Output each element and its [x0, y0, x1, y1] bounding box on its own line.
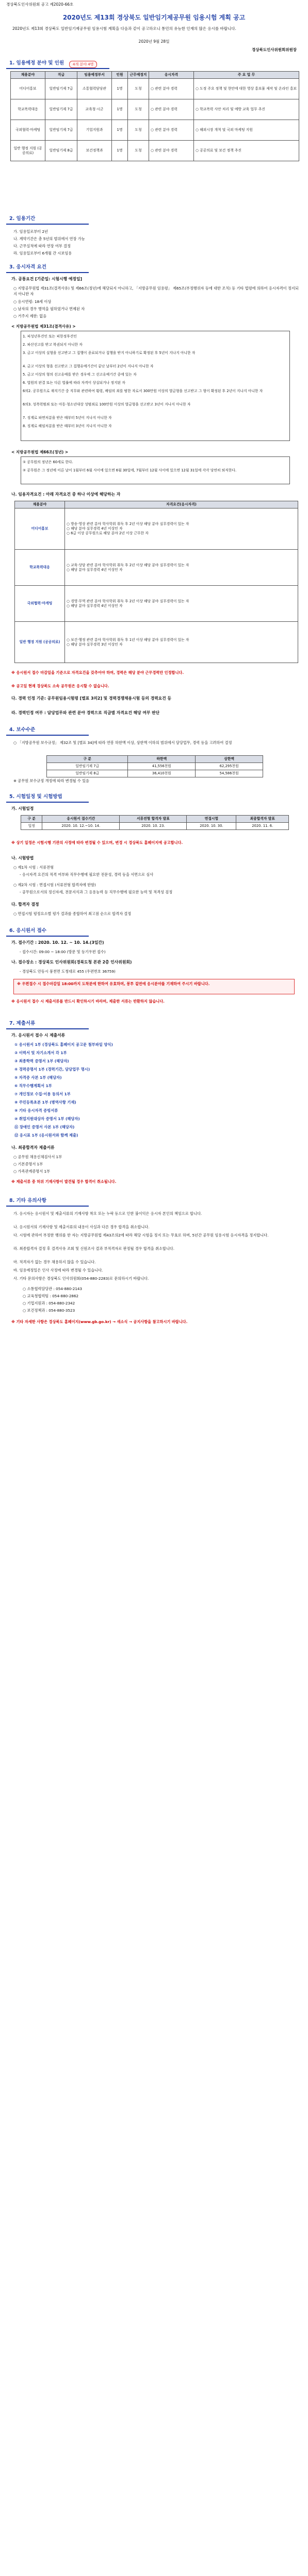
cell: 일반임기제 8급 — [47, 770, 128, 777]
table-row — [11, 99, 299, 120]
caution-item: 바. 임용예정일은 인사 사정에 따라 변경될 수 있습니다. — [13, 1268, 103, 1273]
red-note: ※ 응시원서 접수 마감일을 기준으로 자격요건을 갖추어야 하며, 경력은 해당 분야 근무경력만 인정합니다. — [11, 670, 184, 675]
col-header: 하한액 — [128, 756, 196, 763]
cell: 학교폭력대응 — [11, 99, 45, 120]
requirements-table — [14, 501, 298, 663]
table-row — [47, 763, 263, 770]
decision-line: ○ 면접시험 평정요소별 평가 결과를 종합하여 최고점 순으로 합격자 결정 — [13, 911, 132, 916]
cell: ○ 관련 분야 경력 — [149, 79, 194, 99]
requirement-line: ○ 남자의 경우 병역을 필하였거나 면제된 자 — [13, 307, 85, 311]
document-item: ⑪ 장애인 증명서 사본 1부 (해당자) — [14, 1125, 75, 1129]
document-item: ⑨ 기타 응시자격 증빙서류 — [14, 1108, 58, 1113]
table-row — [47, 770, 263, 777]
final-doc-item: ○ 기본증명서 1부 — [13, 1162, 43, 1166]
cell: 도청 — [128, 141, 149, 161]
cell: 미디어홍보 — [11, 79, 45, 99]
col-header: 면접시험 — [187, 816, 236, 823]
requirement-line: ○ 응시연령: 18세 이상 — [13, 299, 52, 304]
subheading: 나. 시험방법 — [11, 856, 34, 860]
term-item: 다. 근무실적에 따라 연장 여부 결정 — [13, 244, 71, 248]
cell: 보건정책과 — [77, 141, 112, 161]
cell: 일반 행정 지원 (공공의료) — [11, 141, 45, 161]
cell: ○ 관련 분야 경력 — [149, 99, 194, 120]
table-row — [15, 586, 298, 622]
col-header: 채용분야 — [15, 501, 65, 509]
page-title: 2020년도 제13회 경상북도 일반임기제공무원 임용시험 계획 공고 — [62, 14, 246, 21]
subheading: 나. 임용자격요건 : 아래 자격요건 중 하나 이상에 해당하는 자 — [11, 492, 121, 497]
cell: 2020. 10. 12.~10. 14. — [42, 823, 120, 830]
cell: 1명 — [112, 99, 128, 120]
box-line: ② 공무원은 그 정년에 이른 날이 1월부터 6월 사이에 있으면 6월 30일에, 7월부터 12월 사이에 있으면 12월 31일에 각각 당연히 퇴직한다. — [23, 468, 237, 472]
schedule-table — [21, 815, 289, 830]
box-title: < 지방공무원법 제66조(정년) > — [11, 450, 69, 454]
section-6-title: 6. 응시원서 접수 — [9, 928, 46, 934]
subheading: 가. 응시원서 접수 시 제출서류 — [11, 1033, 66, 1038]
red-note: ※ 공고일 현재 경상북도 소속 공무원은 응시할 수 없습니다. — [11, 684, 109, 688]
cell: 일반임기제 8급 — [45, 141, 77, 161]
col-header: 응시원서 접수기간 — [42, 816, 120, 823]
section-divider — [6, 1028, 89, 1029]
final-doc-item: ○ 가족관계증명서 1부 — [13, 1169, 50, 1174]
col-header: 인원 — [112, 72, 128, 79]
red-note: ※ 제출서류 중 허위 기재사항이 발견될 경우 합격이 취소됩니다. — [11, 1179, 117, 1184]
cell: 일반임기제 7급 — [47, 763, 128, 770]
cell: ○ 보건·행정 관련 분야 학사학위 취득 후 1년 이상 해당 분야 실무경력이 있는 자 ○ 해당 분야 실무경력 3년 이상인 자 — [65, 622, 298, 663]
receipt-desc: - 경상북도 안동시 풍천면 도청대로 455 (우편번호 36759) — [20, 969, 116, 974]
section-8-title: 8. 기타 유의사항 — [9, 1198, 46, 1204]
subheading: 나. 접수장소 : 경상북도 인사위원회(경북도청 본관 2층 인사위원회) — [11, 960, 132, 964]
cell: ○ 도정 주요 정책 및 현안에 대한 영상 홍보물 제작 및 온라인 홍보 — [194, 79, 299, 99]
document-item: ② 이력서 및 자기소개서 각 1부 — [14, 1050, 67, 1055]
table-header-row — [47, 756, 263, 763]
contact-line: ○ 교육청협력팀 : 054-880-2862 — [23, 1294, 79, 1298]
document-item: ③ 최종학력 증명서 1부 (해당자) — [14, 1059, 69, 1063]
section-divider — [6, 735, 89, 736]
col-header: 응시자격 — [149, 72, 194, 79]
cell: 도청 — [128, 120, 149, 141]
salary-note: ※ 공무원 보수규정 개정에 따라 변경될 수 있음 — [13, 778, 89, 783]
cell: ○ 공공의료 및 보건 정책 추진 — [194, 141, 299, 161]
section-divider — [6, 272, 89, 273]
cell: 2020. 11. 6. — [236, 823, 289, 830]
cell: 소통협력담당관 — [77, 79, 112, 99]
notice-date: 2020년 9월 28일 — [138, 39, 170, 44]
box-line: 6. 법원의 판결 또는 다른 법률에 따라 자격이 상실되거나 정지된 자 — [23, 381, 125, 385]
document-item: ⑥ 직무수행계획서 1부 — [14, 1083, 52, 1088]
method-desc: - 공무원으로서의 정신자세, 전문지식과 그 응용능력 등 직무수행에 필요한 능력 및 적격성 검정 — [20, 890, 173, 894]
col-header: 최종합격자 발표 — [236, 816, 289, 823]
section-divider — [6, 224, 89, 225]
document-item: ⑧ 주민등록초본 1부 (병역사항 기재) — [14, 1100, 76, 1105]
cell: 교육청·시군 — [77, 99, 112, 120]
cell: 41,556천원 — [128, 763, 196, 770]
section-3-title: 3. 응시자격 요건 — [9, 264, 46, 270]
receipt-desc: - 접수시간: 09:00 ~ 18:00 (방문 및 등기우편 접수) — [20, 950, 106, 954]
box-line: 6의2. 공무원으로 재직기간 중 직무와 관련하여 횡령, 배임의 죄를 범한 자로서 300만원 이상의 벌금형을 선고받고 그 형이 확정된 후 2년이 지나지 아니한 자 — [23, 389, 263, 393]
col-header: 근무예정지 — [128, 72, 149, 79]
box-line: 5. 금고 이상의 형의 선고유예를 받은 경우에 그 선고유예기간 중에 있는 자 — [23, 372, 137, 377]
document-item: ① 응시원서 1부 (경상북도 홈페이지 공고문 첨부파일 양식) — [14, 1042, 113, 1047]
red-note: ※ 응시원서 접수 시 제출서류를 반드시 확인하시기 바라며, 제출한 서류는 반환하지 않습니다. — [11, 999, 165, 1004]
document-item: ④ 경력증명서 1부 (경력기간, 담당업무 명시) — [14, 1067, 90, 1072]
table-row — [21, 823, 289, 830]
col-header: 직급 — [45, 72, 77, 79]
cell: 일정 — [21, 823, 42, 830]
table-row — [11, 141, 299, 161]
cell: 36,410천원 — [128, 770, 196, 777]
cell: ○ 관련 분야 경력 — [149, 120, 194, 141]
contact-line: ○ 소통협력담당관 : 054-880-2143 — [23, 1286, 83, 1291]
box-line: 4. 금고 이상의 형을 선고받고 그 집행유예기간이 끝난 날부터 2년이 지나지 아니한 자 — [23, 364, 154, 368]
box-line: ① 공무원의 정년은 60세로 한다. — [23, 460, 73, 464]
box-title: < 지방공무원법 제31조(결격사유) > — [11, 324, 76, 329]
cell: ○ 학교폭력 사안 처리 및 예방 교육 업무 추진 — [194, 99, 299, 120]
subheading: 가. 접수기간 : 2020. 10. 12. ~ 10. 14.(3일간) — [11, 940, 104, 945]
subheading: 다. 경력 인정 기준: 공무원임용시험령 [별표 3의2] 및 경력경쟁채용시험 등의 경력요건 등 — [11, 696, 171, 701]
subheading: 나. 최종합격자 제출서류 — [11, 1145, 55, 1150]
term-item: 가. 임용일로부터 2년 — [13, 229, 48, 234]
section-5-title: 5. 시험일정 및 시험방법 — [9, 794, 62, 800]
caution-item: 사. 기타 문의사항은 경상북도 인사위원회(054-880-2283)로 문의하시기 바랍니다. — [13, 1276, 149, 1281]
col-header: 주 요 업 무 — [194, 72, 299, 79]
section-divider — [6, 936, 89, 937]
cell: 2020. 10. 23. — [120, 823, 187, 830]
table-header-row — [11, 72, 299, 79]
contact-line: ○ 보건정책과 : 054-880-3523 — [23, 1308, 75, 1313]
red-note: ※ 상기 일정은 시험시행 기관의 사정에 따라 변경될 수 있으며, 변경 시 경상북도 홈페이지에 공고합니다. — [11, 840, 183, 845]
table-row — [15, 622, 298, 663]
cell: 국외협력·마케팅 — [11, 120, 45, 141]
subheading: 가. 시험일정 — [11, 806, 34, 811]
section-divider — [6, 1206, 89, 1207]
caution-item: 가. 응시자는 응시원서 및 제출서류의 기재사항 착오 또는 누락 등으로 인한 불이익은 응시자 본인의 책임으로 합니다. — [13, 1211, 202, 1216]
section-4-title: 4. 보수수준 — [9, 727, 36, 733]
col-header: 채용분야 — [11, 72, 45, 79]
requirement-line: ○ 거주지 제한: 없음 — [13, 314, 47, 318]
cell: 기업지원과 — [77, 120, 112, 141]
cell: 일반임기제 7급 — [45, 99, 77, 120]
cell: ○ 해외시장 개척 및 국외 마케팅 지원 — [194, 120, 299, 141]
subheading: 가. 공통요건 [기준일: 시험시행 예정일] — [11, 277, 83, 281]
caution-item: 다. 시험에 관하여 부정한 행위를 한 자는 지방공무원법 제43조의2에 따라 해당 시험을 정지 또는 무효로 하며, 5년간 공무원 임용시험 응시자격을 정지합니다. — [13, 1233, 269, 1238]
salary-intro: ○ 「지방공무원 보수규정」 제32조 및 [별표 34]에 따라 연봉 하한액 이상, 상한액 이하의 범위에서 담당업무, 경력 등을 고려하여 결정 — [13, 740, 232, 745]
caution-item: 라. 최종합격자 결정 후 결격사유 조회 및 신원조사 결과 부적격자로 판정될 경우 합격을 취소합니다. — [13, 1246, 174, 1251]
method-desc: - 응시자격 요건의 적격 여부와 직무수행에 필요한 전문성, 경력 등을 서면으로 심사 — [20, 872, 154, 877]
positions-badge: 4개 분야 4명 — [69, 61, 97, 68]
section-divider — [6, 802, 89, 803]
mail-notice-box: ※ 우편접수 시 접수마감일 18:00까지 도착분에 한하여 유효하며, 봉투 겉면에 응시분야를 기재하여 주시기 바랍니다. — [13, 979, 295, 994]
cell: 1명 — [112, 120, 128, 141]
cell: 1명 — [112, 141, 128, 161]
document-item: ⑦ 개인정보 수집·이용 동의서 1부 — [14, 1092, 71, 1096]
section-7-title: 7. 제출서류 — [9, 1021, 36, 1026]
final-doc-item: ○ 공무원 채용신체검사서 1부 — [13, 1155, 62, 1159]
method-line: ○ 제2차 시험 : 면접시험 (서류전형 합격자에 한함) — [13, 883, 96, 887]
salary-table — [46, 755, 263, 777]
method-line: ○ 제1차 시험 : 서류전형 — [13, 865, 54, 870]
document-item: ⑩ 취업지원대상자 증명서 1부 (해당자) — [14, 1116, 80, 1121]
caution-item: 나. 응시원서의 기재사항 및 제출서류의 내용이 사실과 다른 경우 합격을 취소합니다. — [13, 1225, 150, 1229]
col-header: 서류전형 합격자 발표 — [120, 816, 187, 823]
cell: 일반 행정 지원 (공공의료) — [15, 622, 65, 663]
intro-text: 2020년도 제13회 경상북도 일반임기제공무원 임용시험 계획을 다음과 같이 공고하오니 통민의 유능한 인재의 많은 응시를 바랍니다. — [12, 26, 236, 31]
cell: ○ 방송·영상 관련 분야 학사학위 취득 후 2년 이상 해당 분야 실무경력이 있는 자 ○ 해당 분야 실무경력 4년 이상인 자 ○ 6급 이상 공무원으로 해당 분야 2년 이상 근무한 자 — [65, 509, 298, 550]
box-line: 3. 금고 이상의 실형을 선고받고 그 집행이 종료되거나 집행을 받지 아니하기로 확정된 후 5년이 지나지 아니한 자 — [23, 351, 196, 355]
table-header-row — [15, 501, 298, 509]
col-header: 구 분 — [21, 816, 42, 823]
cell: 62,295천원 — [196, 763, 263, 770]
cell: 국외협력·마케팅 — [15, 586, 65, 622]
term-item: 라. 임용일로부터 6개월 간 시보임용 — [13, 251, 72, 256]
positions-table — [10, 71, 299, 161]
cell: ○ 관련 분야 경력 — [149, 141, 194, 161]
notice-number: 경상북도인사위원회 공고 제2020-66호 — [6, 2, 74, 7]
cell: ○ 경영·무역 관련 분야 학사학위 취득 후 2년 이상 해당 분야 실무경력이 있는 자 ○ 해당 분야 실무경력 4년 이상인 자 — [65, 586, 298, 622]
cell: 미디어홍보 — [15, 509, 65, 550]
cell: 54,586천원 — [196, 770, 263, 777]
box-line: 6의3. 성폭력범죄 또는 아동·청소년대상 성범죄로 100만원 이상의 벌금형을 선고받고 3년이 지나지 아니한 자 — [23, 402, 191, 406]
cell: 일반임기제 7급 — [45, 120, 77, 141]
col-header: 상한액 — [196, 756, 263, 763]
col-header: 자격요건(응시자격) — [65, 501, 298, 509]
cell: 도청 — [128, 99, 149, 120]
document-item: ⑤ 자격증 사본 1부 (해당자) — [14, 1075, 62, 1080]
table-header-row — [21, 816, 289, 823]
document-item: ⑫ 응시표 1부 (응시원서와 함께 제출) — [14, 1133, 78, 1138]
issuer: 경상북도인사위원회위원장 — [252, 47, 297, 52]
col-header: 임용예정부서 — [77, 72, 112, 79]
cell: 학교폭력대응 — [15, 550, 65, 586]
cell: ○ 교육·상담 관련 분야 학사학위 취득 후 2년 이상 해당 분야 실무경력이 있는 자 ○ 해당 분야 실무경력 4년 이상인 자 — [65, 550, 298, 586]
subheading: 다. 합격자 결정 — [11, 902, 39, 907]
table-row — [11, 79, 299, 99]
cell: 일반임기제 7급 — [45, 79, 77, 99]
cell: 1명 — [112, 79, 128, 99]
contact-line: ○ 기업지원과 : 054-880-2342 — [23, 1301, 75, 1306]
col-header: 구 분 — [47, 756, 128, 763]
cell: 2020. 10. 30. — [187, 823, 236, 830]
cell: 도청 — [128, 79, 149, 99]
box-line: 2. 파산선고를 받고 복권되지 아니한 자 — [23, 343, 83, 347]
table-row — [15, 550, 298, 586]
requirement-line: ○ 지방공무원법 제31조(결격사유) 및 제66조(정년)에 해당되지 아니하고, 「지방공무원 임용령」 제65조(부정행위자 등에 대한 조치) 등 기타 법령에 의하여 응시자격이 정지되지 아니한 자 — [13, 286, 299, 296]
red-note: ※ 기타 자세한 사항은 경상북도 홈페이지(www.gb.go.kr) → 새소식 → 공지사항을 참고하시기 바랍니다. — [11, 1319, 188, 1324]
term-item: 나. 계약기간은 총 5년의 범위에서 연장 가능 — [13, 236, 85, 241]
subheading: 라. 경력인정 여부 : 담당업무와 관련 분야 경력으로 직급별 자격요건 해당 여부 판단 — [11, 710, 160, 715]
box-line: 1. 피성년후견인 또는 피한정후견인 — [23, 334, 77, 338]
table-row — [15, 509, 298, 550]
table-row — [11, 120, 299, 141]
box-line: 7. 징계로 파면처분을 받은 때부터 5년이 지나지 아니한 자 — [23, 416, 112, 420]
caution-item: 마. 적격자가 없는 경우 채용하지 않을 수 있습니다. — [13, 1260, 96, 1264]
box-line: 8. 징계로 해임처분을 받은 때부터 3년이 지나지 아니한 자 — [23, 424, 112, 428]
section-divider — [6, 68, 109, 69]
section-2-title: 2. 임용기간 — [9, 216, 36, 222]
section-1-title: 1. 임용예정 분야 및 인원 — [9, 60, 64, 66]
